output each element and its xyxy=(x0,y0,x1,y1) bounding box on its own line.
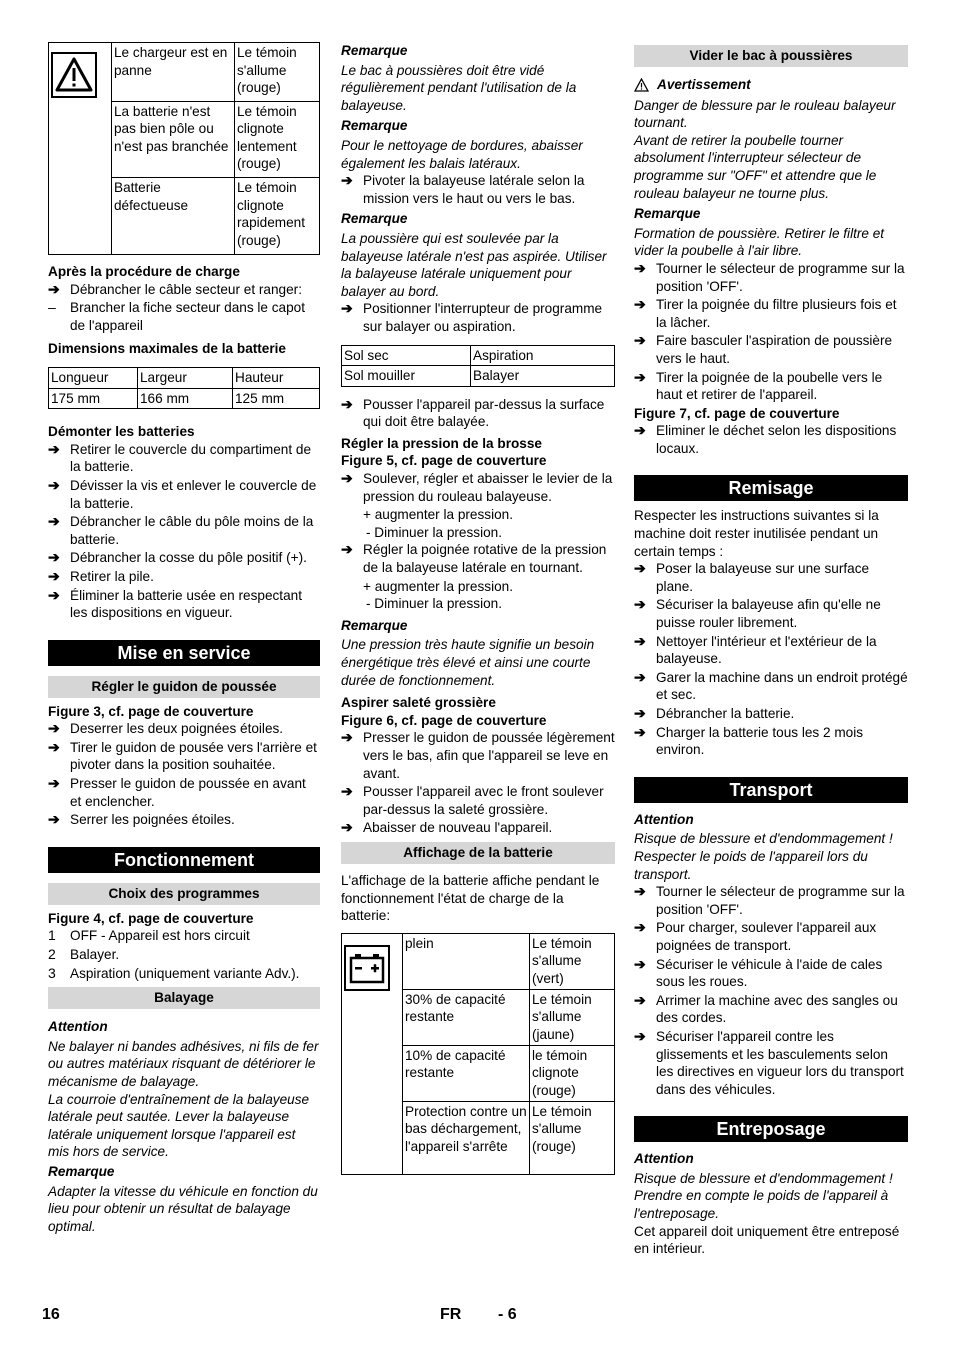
warning-triangle-icon xyxy=(634,78,649,92)
step-text: Positionner l'interrupteur de programme sur balayer ou aspiration. xyxy=(363,301,603,334)
step-text: Pivoter la balayeuse latérale selon la mission vers le haut ou vers le bas. xyxy=(363,173,585,206)
figure-ref: Figure 5, cf. page de couverture xyxy=(341,453,547,469)
attention-label: Attention xyxy=(634,811,694,827)
charge-state: La batterie n'est pas bien pôle ou n'est pas branchée xyxy=(112,101,235,178)
arrow-right-icon: ➔ xyxy=(341,541,353,558)
step-text: Poser la balayeuse sur une surface plane. xyxy=(656,561,870,594)
remarque-text: Une pression très haute signifie un besoin énergétique très élevé et ainsi une courte durée de fonctionnement. xyxy=(341,637,595,688)
dim-header: Longueur xyxy=(49,367,138,388)
battery-intro: L'affichage de la batterie affiche pendant le fonctionnement l'état de charge de la batterie: xyxy=(341,872,600,924)
step-text: Pousser l'appareil par-dessus la surface qui doit être balayée. xyxy=(363,396,605,430)
step-text: Tirer la poignée du filtre plusieurs fois et la lâcher. xyxy=(656,297,897,330)
arrow-right-icon: ➔ xyxy=(634,991,646,1008)
step-text: Soulever, régler et abaisser le levier de la pression du rouleau balayeuse. xyxy=(363,471,613,504)
step-text: Débrancher la batterie. xyxy=(656,706,795,721)
surface-cell: Sol sec xyxy=(342,345,471,366)
warning-row xyxy=(634,76,908,94)
arrow-right-icon: ➔ xyxy=(48,280,60,297)
warning-cell xyxy=(49,43,112,255)
dimensions-table xyxy=(48,367,320,409)
arrow-right-icon: ➔ xyxy=(634,596,646,613)
section-mise-en-service: Mise en service xyxy=(48,640,320,666)
step-text: Sécuriser l'appareil contre les glissements et les basculements selon les directives en vigueur lors du transport dans des véhicules. xyxy=(656,1028,904,1097)
subsection-battery-display: Affichage de la batterie xyxy=(341,842,615,864)
step-text: Pour charger, soulever l'appareil aux poignées de transport. xyxy=(656,920,877,953)
step-text: Débrancher le câble du pôle moins de la batterie. xyxy=(70,514,314,547)
arrow-right-icon: ➔ xyxy=(634,668,646,685)
dim-value: 166 mm xyxy=(138,388,233,409)
list-text: Balayer. xyxy=(70,947,120,963)
battery-icon-cell xyxy=(342,933,403,1174)
remarque-text: Pour le nettoyage de bordures, abaisser également les balais latéraux. xyxy=(341,137,583,171)
subsection-balayage: Balayage xyxy=(48,987,320,1009)
list-number: 3 xyxy=(48,964,56,981)
page-number-right: - 6 xyxy=(498,1306,517,1323)
step xyxy=(48,281,320,299)
remarque-label: Remarque xyxy=(341,211,408,227)
list-text: OFF - Appareil est hors circuit xyxy=(70,928,250,944)
battery-indication: Le témoin s'allume (vert) xyxy=(530,933,615,989)
section-entreposage: Entreposage xyxy=(634,1116,908,1142)
step-text: Tirer le guidon de pousée vers l'arrière et pivoter dans la position souhaitée. xyxy=(70,739,317,773)
step-text: Débrancher le câble secteur et ranger: xyxy=(70,281,302,297)
charge-indication: Le témoin s'allume (rouge) xyxy=(235,43,320,102)
step-text: Dévisser la vis et enlever le couvercle de la batterie. xyxy=(70,477,317,511)
step-text: Pousser l'appareil avec le front soulever par-dessus la saleté grossière. xyxy=(363,784,604,817)
column-1 xyxy=(48,42,320,1235)
brush-pressure-heading: Régler la pression de la brosse xyxy=(341,435,542,451)
battery-indication: Le témoin s'allume (rouge) xyxy=(530,1101,615,1174)
step-text: Tourner le sélecteur de programme sur la position 'OFF'. xyxy=(656,260,905,294)
attention-text: La courroie d'entraînement de la balayeuse latérale peut sautée. Lever la balayeuse latérale uniquement lorsque l'appareil est mis hors de service. xyxy=(48,1091,310,1160)
remarque-label: Remarque xyxy=(634,206,701,222)
arrow-right-icon: ➔ xyxy=(634,955,646,972)
arrow-right-icon: ➔ xyxy=(634,705,646,721)
step-text: Presser le guidon de poussée en avant et enclencher. xyxy=(70,776,306,809)
battery-indication: Le témoin s'allume (jaune) xyxy=(530,989,615,1045)
arrow-right-icon: ➔ xyxy=(634,883,646,900)
attention-text: Risque de blessure et d'endommagement ! Respecter le poids de l'appareil lors du transport. xyxy=(634,831,893,882)
dim-value: 125 mm xyxy=(233,388,320,409)
arrow-right-icon: ➔ xyxy=(48,720,60,737)
mode-table xyxy=(341,345,615,387)
attention-text: Risque de blessure et d'endommagement ! Prendre en compte le poids de l'appareil à l'entreposage. xyxy=(634,1170,893,1222)
arrow-right-icon: ➔ xyxy=(634,259,646,276)
battery-display-table xyxy=(341,933,615,1175)
arrow-right-icon: ➔ xyxy=(48,586,60,603)
arrow-right-icon: ➔ xyxy=(341,783,353,800)
charge-state: Batterie défectueuse xyxy=(112,178,235,255)
arrow-right-icon: ➔ xyxy=(634,1027,646,1044)
coarse-dirt-heading: Aspirer saleté grossière xyxy=(341,695,496,711)
page-number-left: 16 xyxy=(42,1306,60,1323)
arrow-right-icon: ➔ xyxy=(341,729,353,746)
battery-state: plein xyxy=(403,933,530,989)
arrow-right-icon: ➔ xyxy=(634,422,646,439)
charger-status-table xyxy=(48,42,320,255)
step-text: Eliminer le déchet selon les dispositions locaux. xyxy=(656,423,897,456)
battery-icon xyxy=(344,945,390,991)
step-text: Charger la batterie tous les 2 mois environ. xyxy=(656,724,864,758)
remarque-text: Formation de poussière. Retirer le filtre et vider la poubelle à l'air libre. xyxy=(634,225,885,259)
attention-text: Ne balayer ni bandes adhésives, ni fils de fer ou autres matériaux risquant de détériorer le mécanisme de balayage. xyxy=(48,1038,319,1089)
dimensions-heading: Dimensions maximales de la batterie xyxy=(48,341,286,357)
arrow-right-icon: ➔ xyxy=(48,476,60,493)
step-text: Débrancher la cosse du pôle positif (+). xyxy=(70,550,307,566)
figure-ref: Figure 4, cf. page de couverture xyxy=(48,910,254,926)
remarque-text: La poussière qui est soulevée par la balayeuse latérale n'est pas aspirée. Utiliser la balayeuse latérale uniquement pour balayer au bord. xyxy=(341,230,607,299)
figure-ref: Figure 3, cf. page de couverture xyxy=(48,703,254,719)
arrow-right-icon: ➔ xyxy=(48,775,60,792)
attention-label: Attention xyxy=(48,1019,108,1035)
column-2 xyxy=(341,42,615,1175)
increase-note: + augmenter la pression. xyxy=(363,507,513,523)
remarque-label: Remarque xyxy=(341,43,408,58)
arrow-right-icon: ➔ xyxy=(48,513,60,530)
arrow-right-icon: ➔ xyxy=(341,819,353,836)
step-text: Éliminer la batterie usée en respectant les dispositions en vigueur. xyxy=(70,587,302,621)
charge-state: Le chargeur est en panne xyxy=(112,43,235,102)
arrow-right-icon: ➔ xyxy=(48,567,60,584)
storage-text: Cet appareil doit uniquement être entreposé en intérieur. xyxy=(634,1223,900,1257)
arrow-right-icon: ➔ xyxy=(48,440,60,457)
increase-note: + augmenter la pression. xyxy=(363,578,513,594)
remisage-intro: Respecter les instructions suivantes si la machine doit rester inutilisée pendant un certain temps : xyxy=(634,508,879,559)
subsection-programmes: Choix des programmes xyxy=(48,883,320,905)
remarque-label: Remarque xyxy=(48,1163,115,1179)
warning-label: Avertissement xyxy=(657,77,751,92)
battery-state: Protection contre un bas déchargement, l'appareil s'arrête xyxy=(403,1101,530,1174)
step-text: Deserrer les deux poignées étoiles. xyxy=(70,721,284,737)
list-number: 1 xyxy=(48,927,56,944)
arrow-right-icon: ➔ xyxy=(634,368,646,385)
remarque-text: Le bac à poussières doit être vidé régulièrement pendant l'utilisation de la balayeuse. xyxy=(341,62,577,113)
subsection-empty-bin: Vider le bac à poussières xyxy=(634,45,908,67)
warning-text: Danger de blessure par le rouleau balayeur tournant. xyxy=(634,97,896,131)
decrease-note: - Diminuer la pression. xyxy=(366,596,502,612)
step-text: Arrimer la machine avec des sangles ou des cordes. xyxy=(656,992,898,1026)
battery-state: 30% de capacité restante xyxy=(403,989,530,1045)
step-text: Tirer la poignée de la poubelle vers le haut et retirer de l'appareil. xyxy=(656,369,883,403)
arrow-right-icon: ➔ xyxy=(634,632,646,649)
section-fonctionnement: Fonctionnement xyxy=(48,847,320,873)
arrow-right-icon: ➔ xyxy=(634,919,646,936)
remove-battery-heading: Démonter les batteries xyxy=(48,424,195,440)
arrow-right-icon: ➔ xyxy=(634,723,646,740)
subsection-guidon: Régler le guidon de poussée xyxy=(48,676,320,698)
after-charge-heading: Après la procédure de charge xyxy=(48,264,240,279)
step-text: Abaisser de nouveau l'appareil. xyxy=(363,820,553,836)
remarque-label: Remarque xyxy=(341,118,408,134)
step-text: Sécuriser le véhicule à l'aide de cales sous les roues. xyxy=(656,956,883,990)
arrow-right-icon: ➔ xyxy=(634,296,646,313)
step-text: Régler la poignée rotative de la pression de la balayeuse latérale en tournant. xyxy=(363,542,607,576)
step-text: Faire basculer l'aspiration de poussière vers le haut. xyxy=(656,333,893,366)
list-text: Aspiration (uniquement variante Adv.). xyxy=(70,965,300,981)
section-remisage: Remisage xyxy=(634,475,908,501)
battery-indication: le témoin clignote (rouge) xyxy=(530,1045,615,1101)
arrow-right-icon: ➔ xyxy=(48,738,60,755)
column-3 xyxy=(634,45,908,1258)
program-cell: Balayer xyxy=(471,366,615,387)
program-cell: Aspiration xyxy=(471,345,615,366)
arrow-right-icon: ➔ xyxy=(341,172,353,189)
charge-indication: Le témoin clignote rapidement (rouge) xyxy=(235,178,320,255)
surface-cell: Sol mouiller xyxy=(342,366,471,387)
section-transport: Transport xyxy=(634,777,908,803)
arrow-right-icon: ➔ xyxy=(48,549,60,566)
dim-header: Largeur xyxy=(138,367,233,388)
charge-indication: Le témoin clignote lentement (rouge) xyxy=(235,101,320,178)
remarque-label: Remarque xyxy=(341,617,408,633)
remarque-text: Adapter la vitesse du véhicule en fonction du lieu pour obtenir un résultat de balayage optimal. xyxy=(48,1183,318,1234)
step-text: Nettoyer l'intérieur et l'extérieur de la balayeuse. xyxy=(656,633,877,667)
step-text: Garer la machine dans un endroit protégé et sec. xyxy=(656,669,908,703)
warning-icon xyxy=(51,52,97,98)
attention-label: Attention xyxy=(634,1151,694,1167)
figure-ref: Figure 6, cf. page de couverture xyxy=(341,712,547,728)
list-number: 2 xyxy=(48,946,56,963)
arrow-right-icon: ➔ xyxy=(634,560,646,577)
dim-value: 175 mm xyxy=(49,388,138,409)
arrow-right-icon: ➔ xyxy=(341,395,353,412)
language-code: FR xyxy=(440,1306,462,1323)
dash-marker: – xyxy=(48,299,56,316)
step xyxy=(48,299,320,334)
step-text: Brancher la fiche secteur dans le capot de l'appareil xyxy=(70,300,306,333)
dim-header: Hauteur xyxy=(233,367,320,388)
arrow-right-icon: ➔ xyxy=(634,332,646,349)
arrow-right-icon: ➔ xyxy=(341,470,353,487)
warning-text: Avant de retirer la poubelle tourner absolument l'interrupteur sélecteur de programme sur "OFF" et attendre que le rouleau balayeur ne tourne plus. xyxy=(634,132,877,201)
step-text: Tourner le sélecteur de programme sur la position 'OFF'. xyxy=(656,884,905,917)
step-text: Retirer la pile. xyxy=(70,568,154,584)
step-text: Presser le guidon de poussée légèrement vers le bas, afin que l'appareil se leve en avant. xyxy=(363,730,615,781)
step-text: Serrer les poignées étoiles. xyxy=(70,812,235,828)
step-text: Sécuriser la balayeuse afin qu'elle ne puisse rouler librement. xyxy=(656,597,881,631)
step-text: Retirer le couvercle du compartiment de la batterie. xyxy=(70,441,312,475)
battery-state: 10% de capacité restante xyxy=(403,1045,530,1101)
arrow-right-icon: ➔ xyxy=(48,811,60,828)
figure-ref: Figure 7, cf. page de couverture xyxy=(634,405,840,421)
arrow-right-icon: ➔ xyxy=(341,300,353,317)
decrease-note: - Diminuer la pression. xyxy=(366,524,502,540)
